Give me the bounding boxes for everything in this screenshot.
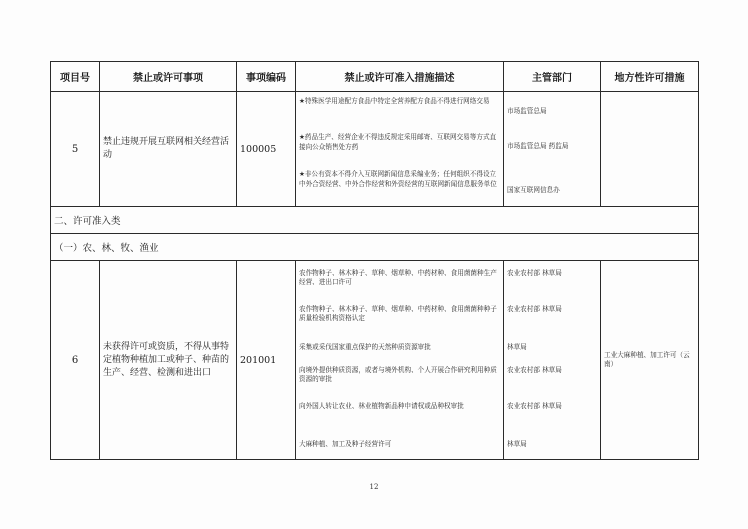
measure-desc: 农作物种子、林木种子、草种、烟草种、中药材种、食用菌菌种生产经营、进出口许可 xyxy=(299,268,497,286)
header-cell: 禁止或许可准入措施描述 xyxy=(296,62,504,92)
department: 林草局 xyxy=(507,342,527,351)
department: 农业农村部 林草局 xyxy=(507,268,562,277)
measure-desc: 农作物种子、林木种子、草种、烟草种、中药材种、食用菌菌种种子质量检验机构资格认定 xyxy=(299,304,497,322)
measure-desc: ★药品生产、经营企业不得违反规定采用邮寄、互联网交易等方式直接向公众销售处方药 xyxy=(299,133,497,151)
header-row xyxy=(51,62,699,92)
section-title: 二、许可准入类 xyxy=(51,207,699,234)
table-row xyxy=(51,261,699,460)
page-number: 12 xyxy=(369,483,379,491)
department: 市场监管总局 xyxy=(507,107,547,115)
measure-descriptions xyxy=(296,92,504,207)
measure-desc: 大麻种植、加工及种子经营许可 xyxy=(299,439,392,448)
item-number: 5 xyxy=(51,92,100,207)
department: 国家互联网信息办 xyxy=(507,186,560,194)
license-table xyxy=(50,61,699,460)
item-name: 未获得许可或资质，不得从事特定植物种植加工或种子、种苗的生产、经营、检测和进出口 xyxy=(100,261,237,460)
department: 市场监管总局 药监局 xyxy=(507,142,569,150)
header-cell: 禁止或许可事项 xyxy=(100,62,237,92)
subsection-row xyxy=(51,234,699,261)
measure-desc: ★非公有资本不得介入互联网新闻信息采编业务；任何组织不得设立中外合资经营、中外合作经营和外资经营的互联网新闻信息服务单位 xyxy=(299,170,497,188)
department: 农业农村部 林草局 xyxy=(507,365,562,374)
table-row xyxy=(51,92,699,207)
header-cell: 项目号 xyxy=(51,62,100,92)
item-name: 禁止违规开展互联网相关经营活动 xyxy=(100,92,237,207)
section-row xyxy=(51,207,699,234)
departments xyxy=(504,92,601,207)
measure-desc: 向境外提供种质资源，或者与境外机构、个人开展合作研究利用种质资源的审批 xyxy=(299,365,497,383)
item-code: 201001 xyxy=(237,261,296,460)
subsection-title: （一）农、林、牧、渔业 xyxy=(51,234,699,261)
item-number: 6 xyxy=(51,261,100,460)
header-cell: 事项编码 xyxy=(237,62,296,92)
department: 农业农村部 林草局 xyxy=(507,401,562,410)
department: 农业农村部 林草局 xyxy=(507,304,562,313)
local-measure: 工业大麻种植、加工许可（云南） xyxy=(601,261,699,460)
local-measure xyxy=(601,92,699,207)
department: 林草局 xyxy=(507,439,527,448)
header-cell: 地方性许可措施 xyxy=(601,62,699,92)
measure-desc: 向外国人转让农业、林业植物新品种申请权或品种权审批 xyxy=(299,401,464,410)
measure-descriptions xyxy=(296,261,504,460)
measure-desc: ★特殊医学用途配方食品中特定全营养配方食品不得进行网络交易 xyxy=(299,97,490,105)
item-code: 100005 xyxy=(237,92,296,207)
header-cell: 主管部门 xyxy=(504,62,601,92)
measure-desc: 采集或采伐国家重点保护的天然种质资源审批 xyxy=(299,342,431,351)
departments xyxy=(504,261,601,460)
